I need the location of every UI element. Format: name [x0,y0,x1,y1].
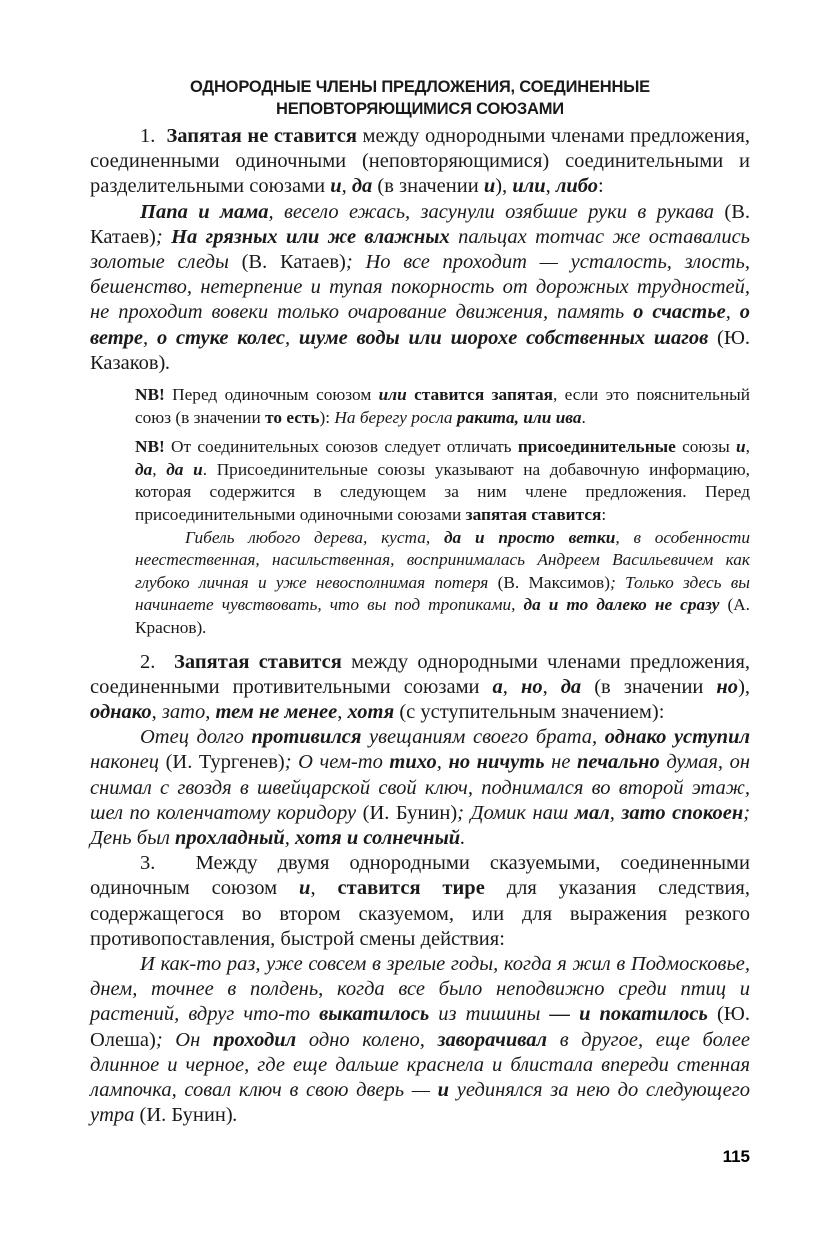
nb-example: Гибель любого дерева, куста, да и просто ветки, в особенности неестественная, насильственная, воспринималась Андреем Васильевичем как глубоко личная и уже невосполнимая потеря (В. Максимов); Только здесь вы начинаете чувствовать, что вы под тропиками, да и то далеко не сразу (А. Краснов). [135,527,751,637]
rule-3: 3. Между двумя однородными сказуемыми, соединенными одиночным союзом и, ставится тире для указания следствия, содержащегося во втором сказуемом, или для выражения резкого противопоставления, быстрой смены действия: [90,852,750,950]
page-content [90,76,750,1128]
heading-line-1: ОДНОРОДНЫЕ ЧЛЕНЫ ПРЕДЛОЖЕНИЯ, СОЕДИНЕННЫЕ [190,78,650,96]
rule-2: 2. Запятая ставится между однородными членами предложения, соединенными противительными союзами а, но, да (в значении но), однако, зато, тем не менее, хотя (с уступительным значением): [90,650,751,723]
rule-1: 1. Запятая не ставится между однородными членами предложения, соединенными одиночными (неповторяющимися) соединительными и разделительными союзами и, да (в значении и), или, либо: [90,125,750,198]
nb-note-1: NB! Перед одиночным союзом или ставится запятая, если это пояснительный союз (в значении то есть): На берегу росла ракита, или ива. [135,385,750,427]
example-1: Папа и мама, весело ежась, засунули озябшие руки в рукава (В. Катаев); На грязных или же влажных пальцах тотчас же оставались золотые следы (В. Катаев); Но все проходит — усталость, злость, бешенство, нетерпение и тупая покорность от дорожных трудностей, не проходит вовеки только очарование движения, память о счастье, о ветре, о стуке колес, шуме воды или шорохе собственных шагов (Ю. Казаков). [90,200,751,374]
example-3: И как-то раз, уже совсем в зрелые годы, когда я жил в Подмосковье, днем, точнее в полдень, когда все было неподвижно среди птиц и растений, вдруг что-то выкатилось из тишины — и покатилось (Ю. Олеша); Он проходил одно колено, заворачивал в другое, еще более длинное и черное, где еще дальше краснела и блистала впереди стенная лампочка, совал ключ в свою дверь — и уединялся за нею до следующего утра (И. Бунин). [90,953,750,1127]
page-number: 115 [722,1147,750,1166]
heading-line-2: НЕПОВТОРЯЮЩИМИСЯ СОЮЗАМИ [276,100,564,118]
example-2: Отец долго противился увещаниям своего брата, однако уступил наконец (И. Тургенев); О чем-то тихо, но ничуть не печально думая, он снимал с гвоздя в швейцарской свой ключ, поднимался во второй этаж, шел по коленчатому коридору (И. Бунин); Домик наш мал, зато спокоен; День был прохладный, хотя и солнечный. [90,726,751,849]
section-heading [90,76,750,120]
nb-note-2: NB! От соединительных союзов следует отличать присоединительные союзы и, да, да и. Присоединительные союзы указывают на добавочную информацию, которая содержится в следующем за ним члене предложения. Перед присоединительными одиночными союзами запятая ставится: Гибель любого дерева, куста, да и просто ветки, в особенности неестественная, насильственная, воспринималась Андреем Васильевичем как глубоко личная и уже невосполнимая потеря (В. Максимов); Только здесь вы начинаете чувствовать, что вы под тропиками, да и то далеко не сразу (А. Краснов). [135,436,750,639]
